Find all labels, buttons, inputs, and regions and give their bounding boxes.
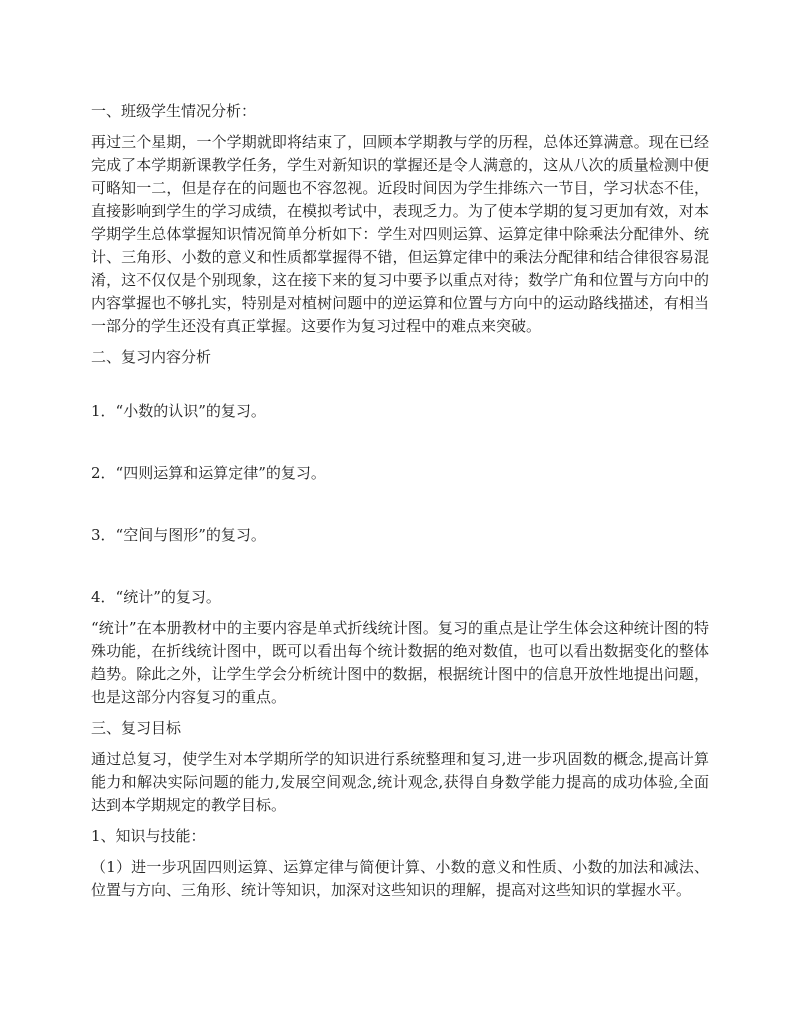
knowledge-skills-heading: 1、知识与技能： [91, 827, 206, 845]
review-item-2: 2．“四则运算和运算定律”的复习。 [91, 464, 326, 482]
section-2-heading: 二、复习内容分析 [91, 348, 212, 366]
review-item-3: 3．“空间与图形”的复习。 [91, 526, 266, 544]
knowledge-skills-paragraph: （1）进一步巩固四则运算、运算定律与简便计算、小数的意义和性质、小数的加法和减法、位置与方向、三角形、统计等知识，加深对这些知识的理解，提高对这些知识的掌握水平。 [91, 858, 709, 899]
document-page [91, 100, 709, 910]
review-item-4: 4．“统计”的复习。 [91, 588, 221, 606]
section-1-heading: 一、班级学生情况分析： [91, 102, 257, 120]
section-1-paragraph: 再过三个星期，一个学期就即将结束了，回顾本学期教与学的历程，总体还算满意。现在已经完成了本学期新课教学任务，学生对新知识的掌握还是令人满意的，这从八次的质量检测中便可略知一二，但是存在的问题也不容忽视。近段时间因为学生排练六一节目，学习状态不佳，直接影响到学生的学习成绩，在模拟考试中，表现乏力。为了使本学期的复习更加有效，对本学期学生总体掌握知识情况简单分析如下：学生对四则运算、运算定律中除乘法分配律外、统计、三角形、小数的意义和性质都掌握得不错，但运算定律中的乘法分配律和结合律很容易混淆，这不仅仅是个别现象，这在接下来的复习中要予以重点对待；数学广角和位置与方向中的内容掌握也不够扎实，特别是对植树问题中的逆运算和位置与方向中的运动路线描述，有相当一部分的学生还没有真正掌握。这要作为复习过程中的难点来突破。 [91, 133, 709, 335]
review-item-4-paragraph: “统计”在本册教材中的主要内容是单式折线统计图。复习的重点是让学生体会这种统计图的特殊功能，在折线统计图中，既可以看出每个统计数据的绝对数值，也可以看出数据变化的整体趋势。除此之外，让学生学会分析统计图中的数据，根据统计图中的信息开放性地提出问题，也是这部分内容复习的重点。 [91, 619, 709, 706]
review-item-1: 1．“小数的认识”的复习。 [91, 402, 266, 420]
section-3-paragraph: 通过总复习，使学生对本学期所学的知识进行系统整理和复习,进一步巩固数的概念,提高计算能力和解决实际问题的能力,发展空间观念,统计观念,获得自身数学能力提高的成功体验,全面达到本学期规定的教学目标。 [91, 750, 709, 814]
section-3-heading: 三、复习目标 [91, 719, 182, 737]
